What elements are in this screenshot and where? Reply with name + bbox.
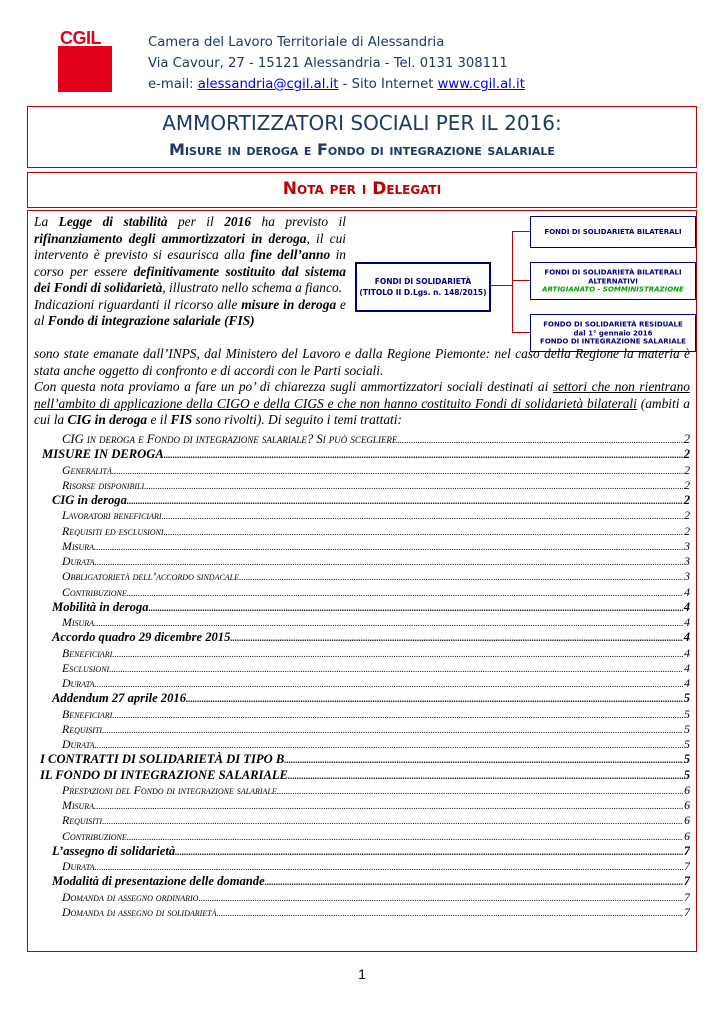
toc-leader <box>102 813 683 828</box>
toc-leader <box>95 737 684 752</box>
toc-entry[interactable] <box>34 890 690 905</box>
toc-leader <box>186 691 683 706</box>
toc-label: Contribuzione <box>62 828 127 843</box>
intro-bold: fine dell’anno <box>250 247 331 262</box>
toc-entry[interactable] <box>34 539 690 554</box>
toc-label: CIG in deroga <box>52 493 127 507</box>
toc-leader <box>144 478 683 493</box>
toc-entry[interactable] <box>34 630 690 645</box>
toc-leader <box>112 646 683 661</box>
toc-entry[interactable] <box>34 615 690 630</box>
toc-leader <box>102 722 683 737</box>
toc-entry[interactable] <box>34 508 690 523</box>
email-link[interactable]: alessandria@cgil.al.it <box>197 77 339 92</box>
diagram-box-alternative <box>530 262 696 300</box>
toc-leader <box>127 493 683 508</box>
toc-entry[interactable] <box>34 676 690 691</box>
toc-page: 4 <box>684 676 690 690</box>
toc-page: 6 <box>684 813 690 828</box>
toc-page: 2 <box>684 462 690 477</box>
connector-v <box>512 231 513 332</box>
toc-leader <box>127 829 683 844</box>
toc-page: 3 <box>684 569 690 584</box>
toc-page: 5 <box>684 706 690 721</box>
toc-page: 5 <box>684 737 690 751</box>
toc-entry[interactable] <box>34 478 690 493</box>
toc-page: 7 <box>684 889 690 904</box>
toc-leader <box>164 524 684 539</box>
toc-page: 6 <box>684 828 690 843</box>
diagram-main-title: FONDI DI SOLIDARIETÀ <box>374 277 472 286</box>
toc-leader <box>94 615 683 630</box>
toc-page: 3 <box>684 538 690 553</box>
diagram-b3-line3: FONDO DI INTEGRAZIONE SALARIALE <box>540 337 686 346</box>
toc-leader <box>230 630 682 645</box>
table-of-contents <box>34 432 690 920</box>
intro-bold: rifinanziamento degli ammortizzatori in deroga <box>34 230 307 246</box>
site-prefix: - Sito Internet <box>338 77 438 92</box>
intro-text: Indicazioni riguardanti il ricorso alle <box>34 296 242 312</box>
toc-label: Esclusioni <box>62 660 110 675</box>
toc-label: Durata <box>62 676 95 690</box>
intro-text: (ambiti a cui la <box>34 395 690 427</box>
toc-entry[interactable] <box>34 646 690 661</box>
toc-leader <box>109 661 683 676</box>
intro-text: ha previsto il <box>251 214 346 229</box>
diagram-main-ref: (TITOLO II D.Lgs. n. 148/2015) <box>359 288 487 297</box>
toc-leader <box>198 890 683 905</box>
toc-leader <box>149 600 683 615</box>
document-title: AMMORTIZZATORI SOCIALI PER IL 2016: <box>162 111 562 135</box>
note-heading: Nota per i Delegati <box>282 179 442 199</box>
toc-label: CIG in deroga e Fondo di integrazione salariale? Si può scegliere <box>62 432 398 446</box>
toc-label: Requisiti <box>62 721 103 736</box>
toc-page: 5 <box>683 752 690 767</box>
toc-page: 2 <box>683 493 690 507</box>
toc-page: 2 <box>683 447 690 462</box>
intro-bold: FIS <box>170 412 193 427</box>
toc-label: Addendum 27 aprile 2016 <box>52 691 186 706</box>
toc-label: Prestazioni del Fondo di integrazione salariale <box>62 782 277 797</box>
toc-page: 5 <box>684 721 690 736</box>
toc-entry[interactable] <box>34 554 690 569</box>
toc-page: 4 <box>683 599 690 614</box>
toc-leader <box>397 432 682 447</box>
toc-leader <box>112 707 683 722</box>
toc-entry[interactable] <box>34 905 690 920</box>
toc-label: Misura <box>62 615 95 629</box>
connector-h-main <box>489 285 513 286</box>
org-name: Camera del Lavoro Territoriale di Alessandria <box>148 35 445 50</box>
toc-leader <box>127 585 683 600</box>
toc-leader <box>95 676 684 691</box>
toc-entry[interactable] <box>34 691 690 706</box>
intro-text: Con questa nota proviamo a fare un po’ di chiarezza sugli ammortizzatori sociali destinati ai <box>34 379 553 394</box>
intro-text: , illustrato nello schema a fianco. <box>162 280 342 295</box>
diagram-b3-line1: FONDO DI SOLIDARIETÀ RESIDUALE <box>543 320 683 329</box>
toc-page: 6 <box>684 798 690 812</box>
toc-leader <box>239 569 683 584</box>
toc-page: 4 <box>683 630 690 645</box>
toc-leader <box>217 905 684 920</box>
toc-label: Domanda di assegno ordinario <box>62 889 199 904</box>
toc-label: MISURE IN DEROGA <box>42 447 164 462</box>
diagram-main-box <box>355 262 491 312</box>
logo-red-block <box>58 46 112 92</box>
toc-label: Contribuzione <box>62 584 127 599</box>
toc-entry[interactable] <box>34 859 690 874</box>
toc-label: Beneficiari <box>62 645 113 660</box>
intro-text: La <box>34 214 59 229</box>
toc-entry[interactable] <box>34 813 690 828</box>
connector-h-3 <box>512 332 530 333</box>
toc-leader <box>95 554 684 569</box>
diagram-b2-line2: ALTERNATIVI <box>588 276 638 285</box>
intro-text: e al <box>34 296 346 328</box>
diagram-box-bilateral <box>530 216 696 248</box>
toc-leader <box>112 463 683 478</box>
contact-line <box>148 74 525 95</box>
logo-text: CGIL <box>60 28 101 48</box>
toc-entry[interactable] <box>34 783 690 798</box>
connector-h-1 <box>512 231 530 232</box>
intro-bold: definitivamente sostituito dal sistema dei Fondi di solidarietà <box>34 263 346 295</box>
toc-page: 4 <box>684 660 690 675</box>
toc-label: Requisiti <box>62 813 103 828</box>
note-box <box>27 172 697 208</box>
toc-leader <box>95 859 684 874</box>
toc-leader <box>284 752 682 767</box>
toc-label: L’assegno di solidarietà <box>52 843 176 858</box>
letterhead <box>148 32 525 95</box>
toc-leader <box>277 783 683 798</box>
toc-leader <box>288 768 683 783</box>
intro-bold: Legge di stabilità <box>58 214 168 229</box>
toc-label: Lavoratori beneficiari <box>62 508 162 523</box>
toc-entry[interactable] <box>34 447 690 462</box>
intro-text: in corso per essere <box>34 247 346 279</box>
intro-bold: Fondo di integrazione salariale (FIS) <box>47 313 255 328</box>
toc-entry[interactable] <box>34 600 690 615</box>
toc-page: 7 <box>684 859 690 873</box>
intro-paragraph-continued <box>34 346 690 429</box>
intro-bold: misure in deroga <box>241 296 337 312</box>
toc-label: Durata <box>62 737 95 751</box>
intro-paragraph <box>34 214 346 330</box>
intro-text: e il <box>147 412 171 427</box>
cgil-logo <box>58 28 112 92</box>
intro-text: , il cui intervento è previsto si esaurisca alla <box>34 230 346 262</box>
toc-entry[interactable] <box>34 569 690 584</box>
toc-page: 5 <box>683 767 690 782</box>
diagram-b3-line2: dal 1° gennaio 2016 <box>573 328 653 337</box>
toc-entry[interactable] <box>34 463 690 478</box>
email-prefix: e-mail: <box>148 77 198 92</box>
intro-text: sono rivolti). Di seguito i temi trattati: <box>192 412 402 427</box>
toc-leader <box>175 844 683 859</box>
toc-page: 4 <box>684 615 690 629</box>
toc-entry[interactable] <box>34 768 690 783</box>
toc-entry[interactable] <box>34 722 690 737</box>
page-number: 1 <box>358 966 366 982</box>
diagram-b1-label: FONDI DI SOLIDARIETÀ BILATERALI <box>544 227 682 236</box>
toc-entry[interactable] <box>34 585 690 600</box>
intro-underlined: settori che non rientrano nell’ambito di applicazione della CIGO e della CIGS e che non hanno costituito Fondi di solidarietà bilaterali <box>34 379 690 411</box>
toc-label: Durata <box>62 554 95 568</box>
toc-label: Domanda di assegno di solidarietà <box>62 904 217 919</box>
toc-leader <box>265 874 683 889</box>
toc-entry[interactable] <box>34 844 690 859</box>
toc-entry[interactable] <box>34 661 690 676</box>
toc-page: 2 <box>683 432 690 446</box>
toc-label: Durata <box>62 859 95 873</box>
diagram-b2-line1: FONDI DI SOLIDARIETÀ BILATERALI <box>544 268 682 277</box>
toc-page: 7 <box>683 843 690 858</box>
toc-label: I CONTRATTI DI SOLIDARIETÀ DI TIPO B <box>40 752 285 767</box>
diagram-b2-line3: ARTIGIANATO - SOMMINISTRAZIONE <box>542 285 684 294</box>
toc-label: Requisiti ed esclusioni <box>62 523 164 538</box>
toc-entry[interactable] <box>34 874 690 889</box>
intro-bold: CIG in deroga <box>67 412 148 427</box>
toc-page: 7 <box>683 874 690 889</box>
toc-label: Risorse disponibili <box>62 477 145 492</box>
toc-entry[interactable] <box>34 798 690 813</box>
connector-h-2 <box>512 280 530 281</box>
toc-page: 2 <box>684 523 690 538</box>
toc-label: IL FONDO DI INTEGRAZIONE SALARIALE <box>40 767 288 782</box>
toc-leader <box>94 539 683 554</box>
toc-entry[interactable] <box>34 829 690 844</box>
intro-text: per il <box>167 214 225 229</box>
toc-label: Generalità <box>62 462 112 477</box>
toc-leader <box>164 447 683 462</box>
toc-entry[interactable] <box>34 752 690 767</box>
toc-label: Misura <box>62 798 95 812</box>
website-link[interactable]: www.cgil.al.it <box>437 77 525 92</box>
toc-entry[interactable] <box>34 737 690 752</box>
intro-text: sono state emanate dall’INPS, dal Ministero del Lavoro e dalla Regione Piemonte: nel caso della Regione la materia è stata anche oggetto di confronto e di accordi con le Parti sociali. <box>34 346 690 378</box>
org-address: Via Cavour, 27 - 15121 Alessandria - Tel. 0131 308111 <box>148 56 508 71</box>
toc-leader <box>94 798 683 813</box>
toc-page: 4 <box>684 645 690 660</box>
toc-entry[interactable] <box>34 524 690 539</box>
toc-entry[interactable] <box>34 707 690 722</box>
toc-page: 2 <box>684 477 690 492</box>
toc-label: Obbligatorietà dell’accordo sindacale <box>62 569 240 584</box>
toc-page: 5 <box>683 691 690 706</box>
toc-label: Accordo quadro 29 dicembre 2015 <box>52 630 231 645</box>
toc-entry[interactable] <box>34 432 690 447</box>
toc-page: 3 <box>684 554 690 568</box>
toc-page: 2 <box>684 508 690 523</box>
title-box <box>27 106 697 168</box>
toc-label: Mobilità in deroga <box>52 599 149 614</box>
toc-page: 4 <box>684 584 690 599</box>
intro-bold: 2016 <box>224 214 252 229</box>
toc-label: Misura <box>62 538 95 553</box>
toc-label: Beneficiari <box>62 706 113 721</box>
toc-label: Modalità di presentazione delle domande <box>52 874 265 889</box>
toc-page: 6 <box>684 782 690 797</box>
toc-entry[interactable] <box>34 493 690 508</box>
toc-page: 7 <box>684 904 690 919</box>
toc-leader <box>162 508 684 523</box>
document-subtitle: Misure in deroga e Fondo di integrazione salariale <box>169 140 555 159</box>
